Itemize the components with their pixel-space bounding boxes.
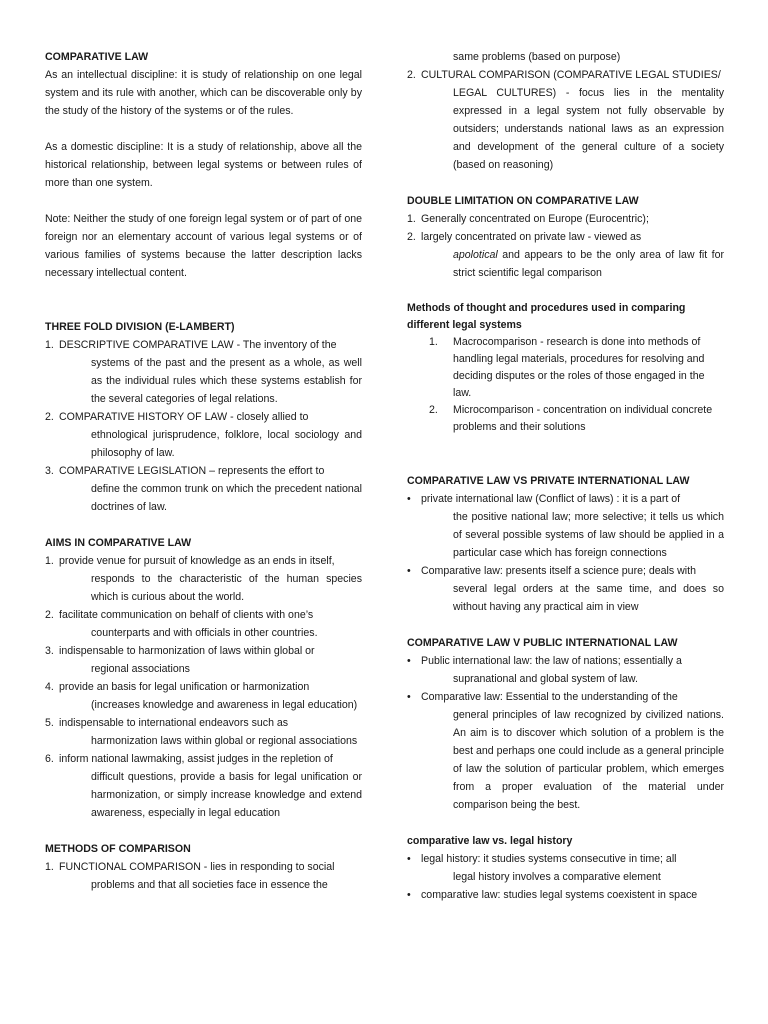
vs-public-heading: COMPARATIVE LAW V PUBLIC INTERNATIONAL LAW [407, 637, 678, 649]
list-item: • comparative law: studies legal systems coexistent in space [407, 886, 724, 904]
three-fold-division-heading: THREE FOLD DIVISION (E-LAMBERT) [45, 321, 235, 333]
left-column [45, 48, 362, 894]
list-item: 3. COMPARATIVE LEGISLATION – represents the effort to define the common trunk on which the precedent national doctrines of law. [45, 465, 362, 513]
domestic-discipline-paragraph: As a domestic discipline: It is a study of relationship, above all the historical relationship, between legal systems or between rules of more than one system. [45, 141, 362, 189]
aims-heading: AIMS IN COMPARATIVE LAW [45, 537, 192, 549]
list-item: 1. FUNCTIONAL COMPARISON - lies in responding to social problems and that all societies face in essence the [45, 861, 335, 891]
list-item: • Comparative law: presents itself a science pure; deals with several legal orders at the same time, and does so without having any practical aim in view [407, 562, 724, 616]
vs-legal-history-heading: comparative law vs. legal history [407, 835, 573, 847]
bullet-icon: • [407, 691, 411, 703]
bullet-icon: • [407, 889, 411, 901]
double-limitation-heading: DOUBLE LIMITATION ON COMPARATIVE LAW [407, 195, 639, 207]
methods-of-comparison-heading: METHODS OF COMPARISON [45, 843, 191, 855]
list-item: • legal history: it studies systems consecutive in time; all legal history involves a comparative element [407, 850, 724, 886]
intellectual-discipline-paragraph: As an intellectual discipline: it is study of relationship on one legal system and its rule with another, which can be discoverable only by the study of the history of the systems or of the rules. [45, 69, 362, 117]
note-paragraph: Note: Neither the study of one foreign legal system or of part of one foreign nor an elementary account of various legal systems or of various families of systems because the latter description lacks necessary intellectual content. [45, 213, 362, 279]
vs-private-heading: COMPARATIVE LAW VS PRIVATE INTERNATIONAL LAW [407, 475, 690, 487]
bullet-icon: • [407, 493, 411, 505]
list-item: 3. indispensable to harmonization of laws within global or regional associations [45, 645, 315, 675]
list-item: 2. largely concentrated on private law - viewed as apolotical and appears to be the only area of law fit for strict scientific legal comparison [407, 231, 724, 279]
list-item: • Comparative law: Essential to the understanding of the general principles of law recognized by civilized nations. An aim is to discover which solution of a problem is the best and perhaps one could include as a general principle of law the solution of particular problem, which emerges from a proper evaluation of the material under comparison being the best. [407, 688, 724, 814]
list-item: 1. provide venue for pursuit of knowledge as an ends in itself, responds to the characteristic of the human species which is curious about the world. [45, 555, 362, 603]
methods-of-thought-heading: Methods of thought and procedures used in comparing different legal systems [407, 302, 686, 331]
list-item: 1. Macrocomparison - research is done into methods of handling legal materials, procedures for resolving and deciding disputes or the roles of those engaged in the law. [429, 336, 705, 399]
list-item: 2. COMPARATIVE HISTORY OF LAW - closely allied to ethnological jurisprudence, folklore, local sociology and philosophy of law. [45, 411, 362, 459]
bullet-icon: • [407, 565, 411, 577]
list-item: 2. CULTURAL COMPARISON (COMPARATIVE LEGAL STUDIES/ LEGAL CULTURES) - focus lies in the mentality expressed in a legal system not fully observable by outsiders; understands national laws as an expression and development of the general culture of a society (based on reasoning) [407, 69, 724, 171]
bullet-icon: • [407, 655, 411, 667]
right-column [407, 48, 724, 904]
list-item: 1. DESCRIPTIVE COMPARATIVE LAW - The inventory of the systems of the past and the present as a whole, as well as the individual rules which these systems establish for the several categories of legal relations. [45, 339, 362, 405]
list-item: • Public international law: the law of nations; essentially a supranational and global system of law. [407, 652, 724, 688]
list-item: 4. provide an basis for legal unification or harmonization (increases knowledge and awareness in legal education) [45, 681, 358, 711]
list-item: 5. indispensable to international endeavors such as harmonization laws within global or regional associations [45, 717, 358, 747]
list-item: 2. facilitate communication on behalf of clients with one’s counterparts and with officials in other countries. [45, 609, 318, 639]
list-item: 1. Generally concentrated on Europe (Eurocentric); [407, 213, 649, 225]
comparative-law-heading: COMPARATIVE LAW [45, 51, 149, 63]
list-item: 6. inform national lawmaking, assist judges in the repletion of difficult questions, provide a basis for legal unification or harmonization, or simply increase knowledge and extend awareness, especially in legal education [45, 753, 362, 819]
list-item: • private international law (Conflict of laws) : it is a part of the positive national law; more selective; it tells us which of several possible systems of law should be applied in a particular case which has foreign connections [407, 490, 724, 562]
bullet-icon: • [407, 853, 411, 865]
functional-comparison-continuation: same problems (based on purpose) [453, 51, 621, 63]
methods-of-thought-section [407, 300, 724, 436]
list-item: 2. Microcomparison - concentration on individual concrete problems and their solutions [429, 404, 713, 433]
